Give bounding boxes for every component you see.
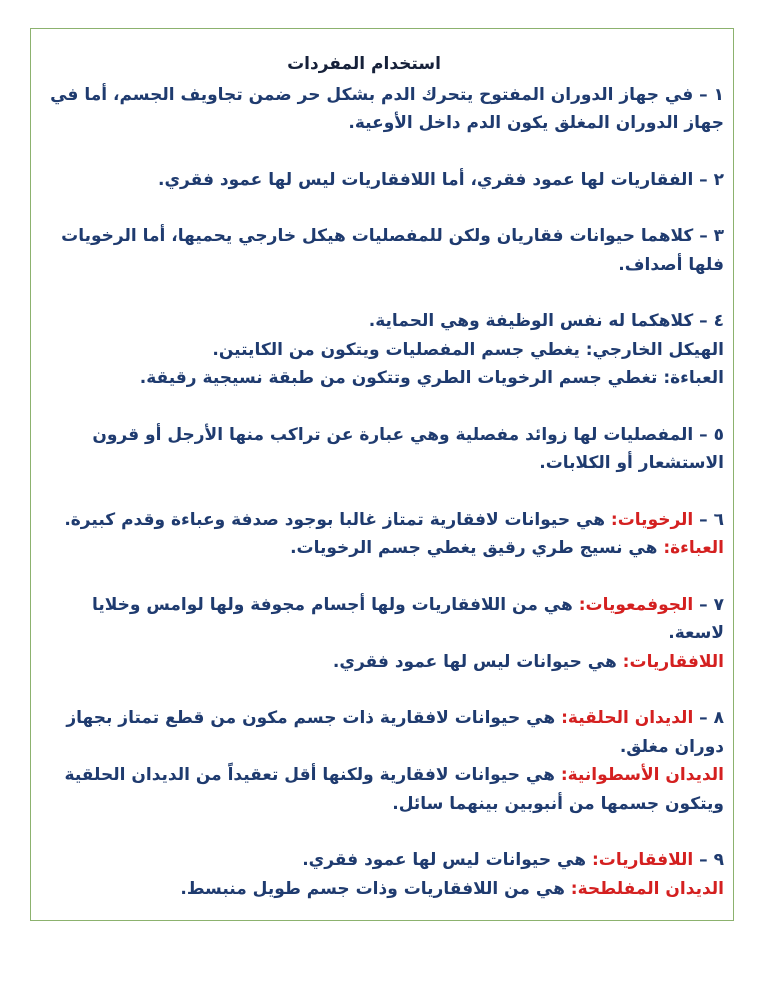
item-number: ٩ – [693,850,724,870]
vocabulary-answers [44,50,724,931]
term-definition: هي حيوانات لافقارية ولكنها أقل تعقيداً من الديدان الحلقية ويتكون جسمها من أنبوبين بينهما سائل. [64,765,724,814]
term-definition: هي حيوانات ليس لها عمود فقري. [302,850,592,870]
answer-5 [44,421,724,478]
answer-9 [44,846,724,903]
term-definition: هي من اللافقاريات ولها أجسام مجوفة ولها لوامس وخلايا لاسعة. [91,594,724,643]
term-definition: هي نسيج طري رقيق يغطي جسم الرخويات. [290,538,664,558]
answer-line: ٢ – الفقاريات لها عمود فقري، أما اللافقاريات ليس لها عمود فقري. [157,169,724,190]
term-label: اللافقاريات [598,850,694,870]
answer-4 [44,307,724,393]
term-label: اللافقاريات [629,651,724,672]
item-number: ٨ – [693,708,724,728]
answer-line: ٥ – المفصليات لها زوائد مفصلية وهي عبارة عن تراكب منها الأرجل أو قرون الاستشعار أو الكلابات. [92,424,724,473]
answer-line: ٤ – كلاهكما له نفس الوظيفة وهي الحماية. [368,311,724,331]
term-label: الديدان الأسطوانية [567,765,724,785]
definition-line: ٩ – اللافقاريات: هي حيوانات ليس لها عمود فقري. [302,850,724,870]
answer-6 [44,506,724,563]
answer-8 [44,704,724,818]
definition-line: ٦ – الرخويات: هي حيوانات لافقارية تمتاز غالبا بوجود صدفة وعباءة وقدم كبيرة. [64,509,724,530]
answer-line: العباءة: تغطي جسم الرخويات الطري وتتكون من طبقة نسيجية رقيقة. [139,368,724,388]
term-label: العباءة [670,538,724,558]
item-number: ٧ – [693,594,724,615]
definition-line: الديدان الأسطوانية: هي حيوانات لافقارية ولكنها أقل تعقيداً من الديدان الحلقية ويتكون جسمها من أنبوبين بينهما سائل. [64,765,724,814]
term-definition: هي من اللافقاريات وذات جسم طويل منبسط. [180,878,571,899]
answer-7 [44,591,724,677]
term-definition: هي حيوانات لافقارية تمتاز غالبا بوجود صدفة وعباءة وقدم كبيرة. [64,509,611,530]
answer-line: ١ – في جهاز الدوران المفتوح يتحرك الدم بشكل حر ضمن تجاويف الجسم، أما في جهاز الدوران المغلق يكون الدم داخل الأوعية. [50,84,724,133]
term-definition: هي حيوانات ليس لها عمود فقري. [332,651,623,672]
answer-1 [44,81,724,138]
definition-line: العباءة: هي نسيج طري رقيق يغطي جسم الرخويات. [290,538,724,558]
definition-line: ٨ – الديدان الحلقية: هي حيوانات لافقارية ذات جسم مكون من قطع تمتاز بجهاز دوران مغلق. [66,708,724,757]
definition-line: ٧ – الجوفمعويات: هي من اللافقاريات ولها أجسام مجوفة ولها لوامس وخلايا لاسعة. [91,594,724,643]
definition-line: الديدان المفلطحة: هي من اللافقاريات وذات جسم طويل منبسط. [180,878,724,899]
term-label: الديدان المفلطحة [577,878,724,899]
term-definition: هي حيوانات لافقارية ذات جسم مكون من قطع تمتاز بجهاز دوران مغلق. [66,708,724,757]
term-label: الرخويات [617,509,694,530]
term-label: الجوفمعويات [585,594,694,615]
answer-line: الهيكل الخارجي: يغطي جسم المفصليات ويتكون من الكايتين. [212,339,724,360]
definition-line: اللافقاريات: هي حيوانات ليس لها عمود فقري. [332,651,724,672]
term-label: الديدان الحلقية [567,708,694,728]
answer-2 [44,166,724,195]
answer-3 [44,222,724,279]
page-title: استخدام المفردات [287,54,441,74]
item-number: ٦ – [693,509,724,530]
answer-line: ٣ – كلاهما حيوانات فقاريان ولكن للمفصليات هيكل خارجي يحميها، أما الرخويات فلها أصداف. [61,226,724,275]
